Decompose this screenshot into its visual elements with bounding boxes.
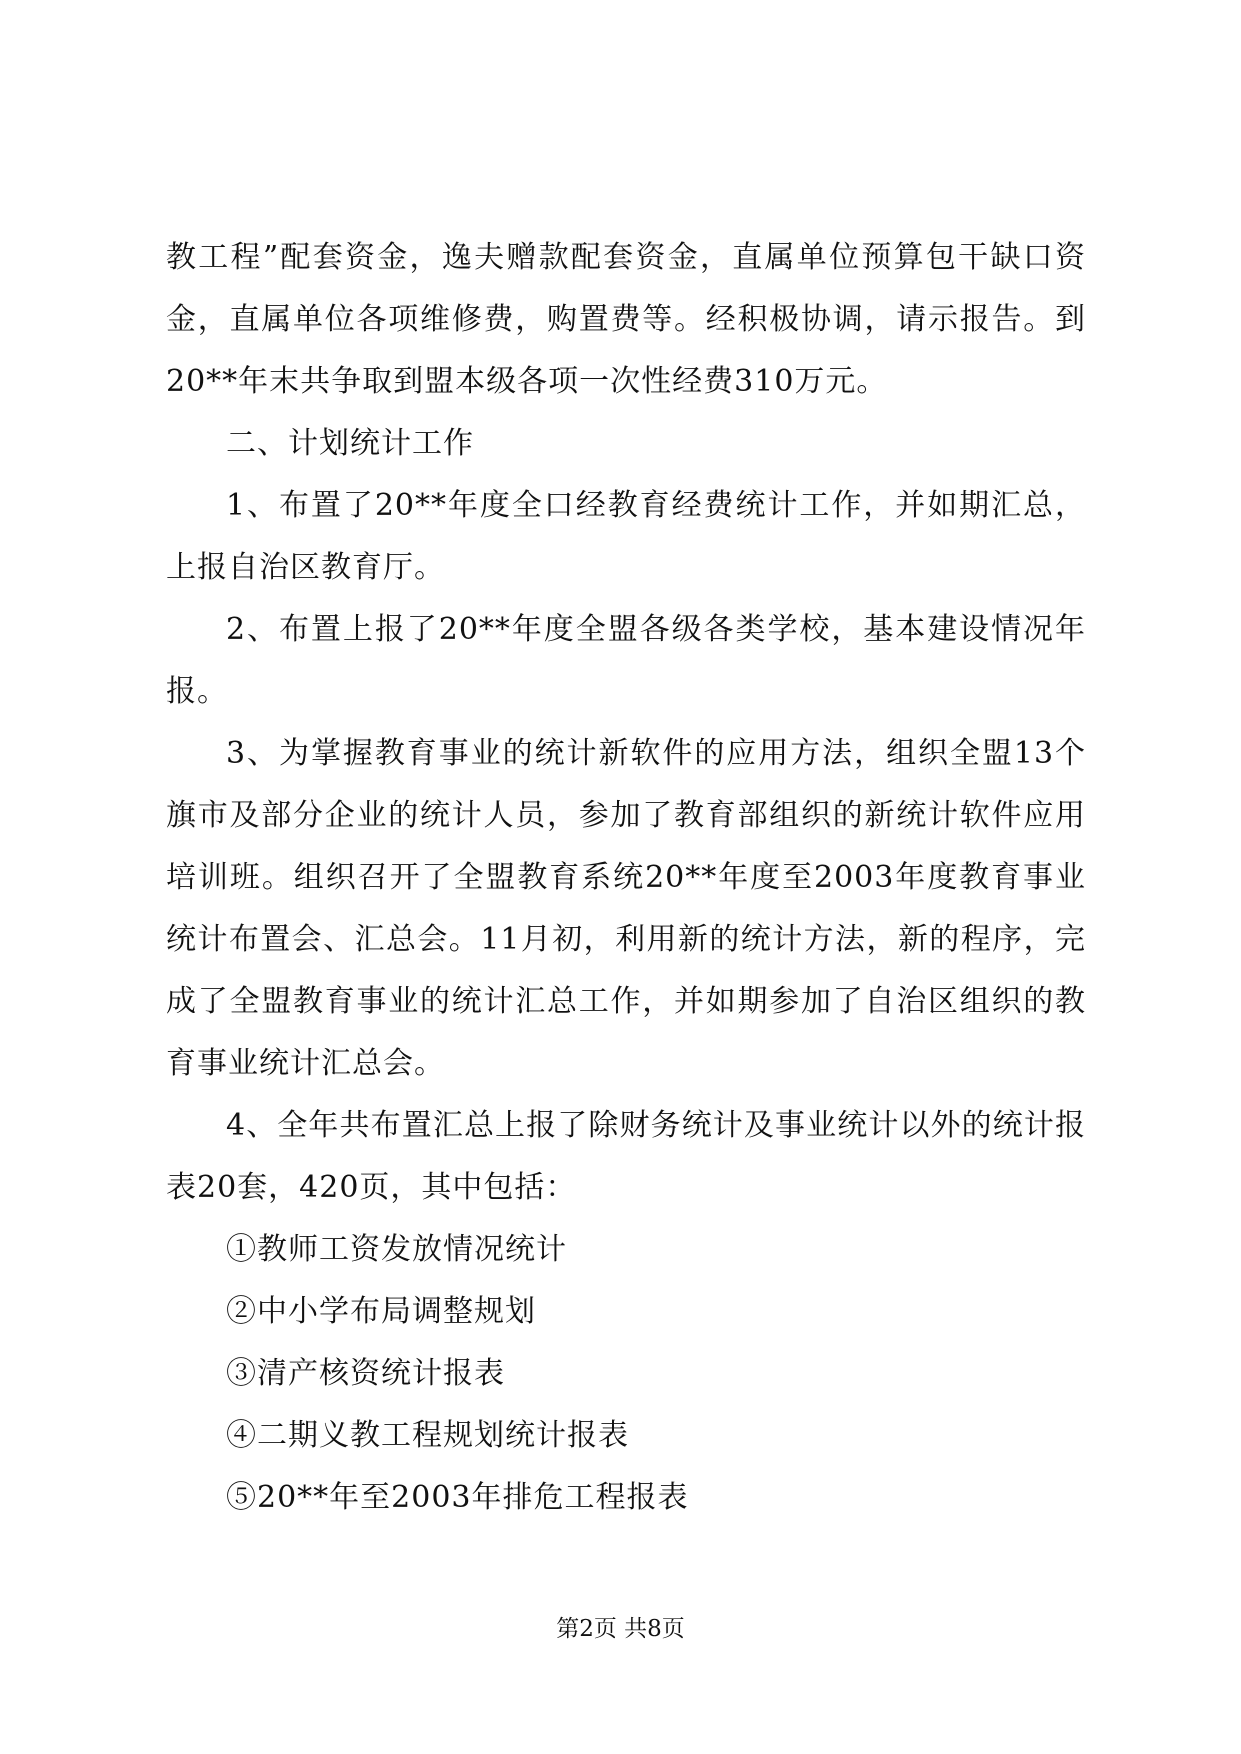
list-item: ①教师工资发放情况统计 bbox=[226, 1232, 567, 1267]
paragraph-item-2: 2、布置上报了20**年度全盟各级各类学校，基本建设情况年报。 bbox=[166, 612, 1086, 709]
list-item: ②中小学布局调整规划 bbox=[226, 1294, 536, 1329]
paragraph-item-3: 3、为掌握教育事业的统计新软件的应用方法，组织全盟13个旗市及部分企业的统计人员，参加了教育部组织的新统计软件应用培训班。组织召开了全盟教育系统20**年度至2003年度教育事业统计布置会、汇总会。11月初，利用新的统计方法，新的程序，完成了全盟教育事业的统计汇总工作，并如期参加了自治区组织的教育事业统计汇总会。 bbox=[166, 736, 1086, 1081]
page-number-footer: 第2页 共8页 bbox=[556, 1616, 685, 1642]
list-item: ⑤20**年至2003年排危工程报表 bbox=[226, 1480, 689, 1515]
list-item: ③清产核资统计报表 bbox=[226, 1356, 505, 1391]
paragraph-item-4: 4、全年共布置汇总上报了除财务统计及事业统计以外的统计报表20套，420页，其中包括： bbox=[166, 1108, 1086, 1205]
paragraph-continuation: 教工程”配套资金，逸夫赠款配套资金，直属单位预算包干缺口资金，直属单位各项维修费，购置费等。经积极协调，请示报告。到20**年末共争取到盟本级各项一次性经费310万元。 bbox=[166, 240, 1086, 399]
section-heading: 二、计划统计工作 bbox=[226, 426, 474, 461]
list-item: ④二期义教工程规划统计报表 bbox=[226, 1418, 629, 1453]
document-body bbox=[166, 227, 1086, 1529]
paragraph-item-1: 1、布置了20**年度全口经教育经费统计工作，并如期汇总，上报自治区教育厅。 bbox=[166, 488, 1086, 585]
